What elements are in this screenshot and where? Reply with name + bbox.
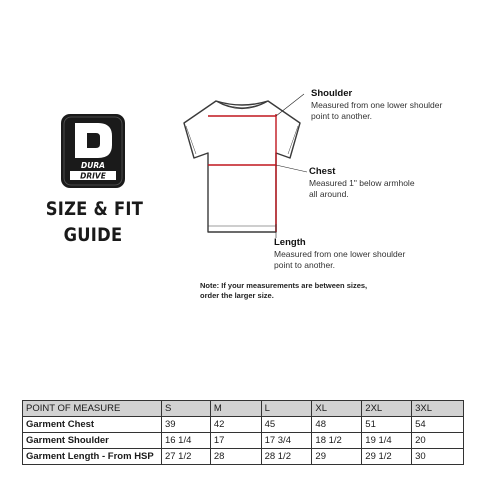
chest-desc-1: Measured 1" below armhole — [309, 178, 415, 188]
chest-leader-line — [276, 165, 307, 172]
table-cell: Garment Shoulder — [23, 433, 162, 449]
table-cell: 17 — [210, 433, 261, 449]
note-line-2: order the larger size. — [200, 291, 274, 300]
table-row — [23, 417, 464, 433]
shoulder-desc-1: Measured from one lower shoulder — [311, 100, 443, 110]
table-cell: 45 — [261, 417, 312, 433]
table-header-cell: POINT OF MEASURE — [23, 401, 162, 417]
table-cell: 28 1/2 — [261, 449, 312, 465]
table-cell: 16 1/4 — [161, 433, 210, 449]
table-header-cell: S — [161, 401, 210, 417]
tshirt-diagram — [172, 92, 312, 242]
table-cell: 17 3/4 — [261, 433, 312, 449]
length-heading: Length — [274, 237, 306, 248]
chest-heading: Chest — [309, 166, 336, 177]
table-cell: 29 — [312, 449, 362, 465]
table-cell: 20 — [412, 433, 464, 449]
table-cell: 30 — [412, 449, 464, 465]
chest-annotation — [309, 166, 415, 200]
page-title — [45, 196, 144, 248]
table-row — [23, 433, 464, 449]
table-cell: 42 — [210, 417, 261, 433]
chest-desc-2: all around. — [309, 189, 349, 199]
length-annotation — [274, 237, 405, 271]
table-header-cell: 3XL — [412, 401, 464, 417]
table-cell: 39 — [161, 417, 210, 433]
length-desc-2: point to another. — [274, 260, 335, 270]
shoulder-desc-2: point to another. — [311, 111, 372, 121]
length-desc-1: Measured from one lower shoulder — [274, 249, 406, 259]
size-note — [200, 281, 367, 301]
table-cell: 18 1/2 — [312, 433, 362, 449]
table-cell: Garment Length - From HSP — [23, 449, 162, 465]
table-cell: 54 — [412, 417, 464, 433]
table-header-row — [23, 401, 464, 417]
note-line-1: Note: If your measurements are between sizes, — [200, 281, 368, 290]
table-cell: 28 — [210, 449, 261, 465]
table-header-cell: M — [210, 401, 261, 417]
shoulder-leader-line — [276, 94, 304, 116]
logo-text-drive: DRIVE — [80, 171, 106, 181]
table-cell: 27 1/2 — [161, 449, 210, 465]
table-header-cell: 2XL — [362, 401, 412, 417]
table-header-cell: L — [261, 401, 312, 417]
size-table — [22, 400, 464, 465]
shoulder-annotation — [311, 88, 442, 122]
table-cell: 51 — [362, 417, 412, 433]
title-line-1: SIZE & FIT — [45, 198, 144, 220]
table-cell: 48 — [312, 417, 362, 433]
logo-text-dura: DURA — [81, 161, 105, 170]
title-line-2: GUIDE — [63, 224, 123, 246]
table-cell: 19 1/4 — [362, 433, 412, 449]
dura-drive-logo — [60, 113, 126, 189]
shoulder-heading: Shoulder — [311, 88, 353, 99]
table-cell: 29 1/2 — [362, 449, 412, 465]
table-header-cell: XL — [312, 401, 362, 417]
table-cell: Garment Chest — [23, 417, 162, 433]
table-row — [23, 449, 464, 465]
